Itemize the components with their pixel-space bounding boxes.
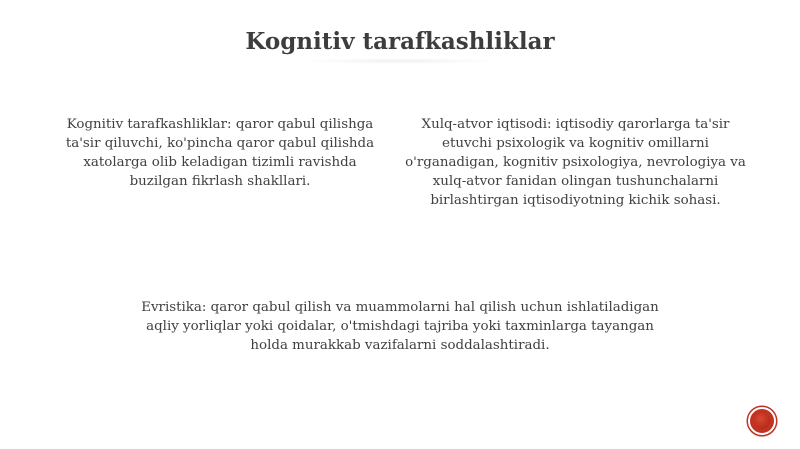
slide-title: Kognitiv tarafkashliklar	[245, 28, 555, 55]
text-block-behavioral-economics: Xulq-atvor iqtisodi: iqtisodiy qarorlarga ta'sir etuvchi psixologik va kognitiv omillarni o'rganadigan, kognitiv psixologiya, nevrologiya va xulq-atvor fanidan olingan tushunchalarni birlashtirgan iqtisodiyotning kichik sohasi.	[405, 117, 746, 208]
circle-button-icon	[754, 413, 770, 429]
text-block-heuristics: Evristika: qaror qabul qilish va muammolarni hal qilish uchun ishlatiladigan aqliy yorliqlar yoki qoidalar, o'tmishdagi tajriba yoki taxminlarga tayangan holda murakkab vazifalarni soddalashtiradi.	[141, 300, 659, 353]
next-slide-button[interactable]	[748, 407, 776, 435]
text-block-cognitive-biases: Kognitiv tarafkashliklar: qaror qabul qilishga ta'sir qiluvchi, ko'pincha qaror qabul qilishda xatolarga olib keladigan tizimli ravishda buzilgan fikrlash shakllari.	[65, 117, 375, 189]
title-shadow	[300, 58, 500, 64]
